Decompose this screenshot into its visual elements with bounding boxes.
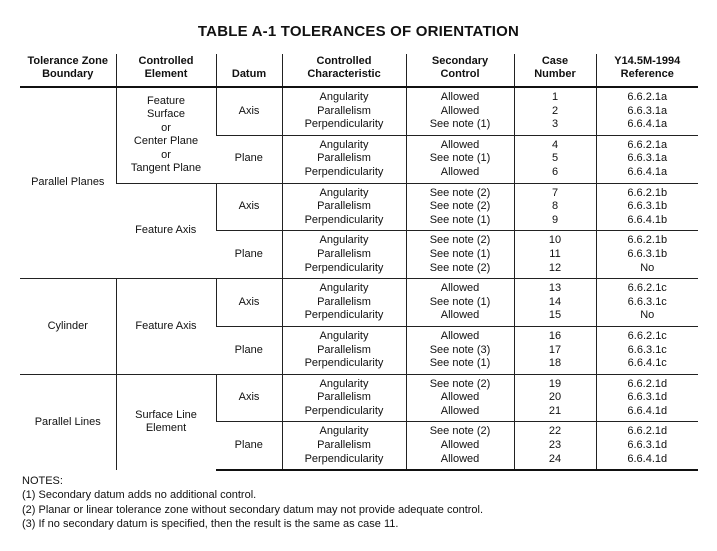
characteristic-cell-line: Perpendicularity [304, 213, 384, 226]
characteristic-cell-line: Perpendicularity [304, 118, 384, 131]
case-number-cell-line: 4 [551, 138, 559, 151]
notes-section [22, 474, 483, 532]
case-number-cell-line: 16 [548, 329, 562, 342]
element-cell [116, 374, 216, 470]
secondary-control-cell-line: Allowed [440, 91, 480, 103]
case-number-cell [514, 279, 596, 327]
characteristic-cell-line: Angularity [319, 425, 369, 438]
secondary-control-cell-line: See note (1) [429, 247, 491, 260]
secondary-control-cell [406, 374, 514, 422]
characteristic-cell [282, 87, 406, 135]
case-number-cell-line: 3 [551, 118, 559, 131]
characteristic-cell-line: Perpendicularity [304, 261, 384, 274]
secondary-control-cell [406, 183, 514, 231]
reference-cell-line: No [640, 261, 655, 274]
case-number-cell-line: 5 [551, 152, 559, 165]
secondary-control-cell-line: See note (3) [429, 343, 491, 356]
datum-cell: Axis [216, 87, 282, 135]
case-number-cell [514, 374, 596, 422]
case-number-cell-line: 18 [548, 357, 562, 370]
case-number-cell-line: 8 [551, 200, 559, 213]
reference-cell-line: 6.6.3.1a [627, 104, 668, 117]
case-number-cell-line: 24 [548, 452, 562, 465]
case-number-cell-line: 20 [548, 391, 562, 404]
case-number-cell [514, 87, 596, 135]
element-cell-line: or [161, 148, 171, 161]
characteristic-cell-line: Parallelism [317, 152, 371, 165]
secondary-control-cell-line: Allowed [440, 404, 480, 417]
characteristic-cell-line: Parallelism [317, 295, 371, 308]
case-number-cell-line: 1 [551, 91, 559, 103]
datum-cell: Axis [216, 183, 282, 231]
note-2: (2) Planar or linear tolerance zone without secondary datum may not provide adequate control. [22, 503, 484, 516]
reference-cell-line: 6.6.3.1c [627, 343, 667, 356]
reference-cell-line: 6.6.2.1b [627, 234, 668, 247]
case-number-cell-line: 10 [548, 234, 562, 247]
characteristic-cell-line: Perpendicularity [304, 452, 384, 465]
reference-cell-line: 6.6.4.1a [627, 118, 668, 131]
secondary-control-cell-line: See note (1) [429, 118, 491, 131]
table-row [20, 183, 698, 231]
col-header-boundary: Tolerance Zone Boundary [20, 54, 116, 87]
reference-cell-line: 6.6.4.1a [627, 165, 668, 178]
element-cell-line: Element [145, 422, 187, 435]
element-cell-line: Feature [147, 94, 185, 107]
reference-cell [596, 279, 698, 327]
secondary-control-cell-line: Allowed [440, 104, 480, 117]
col-header-element: Controlled Element [116, 54, 216, 87]
secondary-control-cell-line: Allowed [440, 309, 480, 322]
reference-cell-line: 6.6.4.1d [627, 404, 668, 417]
secondary-control-cell-line: See note (2) [429, 261, 491, 274]
case-number-cell-line: 7 [551, 186, 559, 199]
case-number-cell-line: 21 [548, 404, 562, 417]
case-number-cell-line: 14 [548, 295, 562, 308]
reference-cell [596, 422, 698, 470]
secondary-control-cell-line: Allowed [440, 282, 480, 295]
reference-cell-line: 6.6.2.1a [627, 91, 668, 103]
secondary-control-cell-line: Allowed [440, 439, 480, 452]
element-cell [116, 183, 216, 279]
reference-cell-line: 6.6.2.1c [627, 329, 667, 342]
characteristic-cell-line: Angularity [319, 91, 369, 103]
orientation-tolerance-table [20, 54, 698, 471]
characteristic-cell-line: Perpendicularity [304, 404, 384, 417]
case-number-cell-line: 19 [548, 377, 562, 390]
characteristic-cell-line: Angularity [319, 186, 369, 199]
characteristic-cell-line: Angularity [319, 282, 369, 295]
case-number-cell-line: 13 [548, 282, 562, 295]
note-1: (1) Secondary datum adds no additional control. [22, 489, 257, 502]
secondary-control-cell-line: Allowed [440, 391, 480, 404]
reference-cell-line: 6.6.4.1b [627, 213, 668, 226]
case-number-cell [514, 422, 596, 470]
datum-cell: Axis [216, 279, 282, 327]
datum-cell: Plane [216, 231, 282, 279]
boundary-cell: Parallel Planes [20, 87, 116, 279]
datum-cell: Axis [216, 374, 282, 422]
col-header-case: Case Number [514, 54, 596, 87]
reference-cell-line: 6.6.3.1b [627, 247, 668, 260]
reference-cell [596, 87, 698, 135]
reference-cell-line: 6.6.3.1a [627, 152, 668, 165]
characteristic-cell-line: Angularity [319, 377, 369, 390]
secondary-control-cell [406, 279, 514, 327]
reference-cell-line: 6.6.4.1c [627, 357, 667, 370]
case-number-cell-line: 17 [548, 343, 562, 356]
characteristic-cell-line: Angularity [319, 138, 369, 151]
characteristic-cell-line: Parallelism [317, 104, 371, 117]
secondary-control-cell [406, 87, 514, 135]
element-cell-line: or [161, 121, 171, 134]
characteristic-cell [282, 326, 406, 374]
characteristic-cell [282, 279, 406, 327]
element-cell [116, 279, 216, 375]
reference-cell-line: No [640, 309, 655, 322]
col-header-reference: Y14.5M-1994 Reference [596, 54, 698, 87]
secondary-control-cell-line: See note (2) [429, 425, 491, 438]
characteristic-cell-line: Parallelism [317, 343, 371, 356]
reference-cell-line: 6.6.2.1d [627, 425, 668, 438]
secondary-control-cell-line: See note (2) [429, 234, 491, 247]
reference-cell [596, 135, 698, 183]
case-number-cell-line: 22 [548, 425, 562, 438]
reference-cell-line: 6.6.3.1d [627, 391, 668, 404]
element-cell-line: Surface [147, 108, 185, 121]
secondary-control-cell-line: Allowed [440, 165, 480, 178]
case-number-cell-line: 15 [548, 309, 562, 322]
element-cell [116, 87, 216, 183]
reference-cell-line: 6.6.2.1c [627, 282, 667, 295]
reference-cell-line: 6.6.3.1c [627, 295, 667, 308]
secondary-control-cell-line: Allowed [440, 452, 480, 465]
characteristic-cell-line: Parallelism [317, 439, 371, 452]
characteristic-cell-line: Perpendicularity [304, 309, 384, 322]
notes-heading: NOTES: [22, 475, 63, 487]
case-number-cell-line: 12 [548, 261, 562, 274]
col-header-datum: Datum [216, 54, 282, 87]
secondary-control-cell-line: See note (1) [429, 357, 491, 370]
case-number-cell [514, 231, 596, 279]
characteristic-cell-line: Parallelism [317, 200, 371, 213]
secondary-control-cell [406, 135, 514, 183]
secondary-control-cell-line: See note (2) [429, 200, 491, 213]
case-number-cell-line: 11 [549, 247, 561, 260]
reference-cell [596, 326, 698, 374]
table-row [20, 87, 698, 135]
table-row [20, 279, 698, 327]
characteristic-cell [282, 422, 406, 470]
characteristic-cell [282, 183, 406, 231]
characteristic-cell [282, 231, 406, 279]
reference-cell [596, 374, 698, 422]
secondary-control-cell [406, 326, 514, 374]
case-number-cell [514, 135, 596, 183]
reference-cell-line: 6.6.3.1d [627, 439, 668, 452]
reference-cell-line: 6.6.4.1d [627, 452, 668, 465]
note-3: (3) If no secondary datum is specified, then the result is the same as case 11. [22, 518, 399, 531]
case-number-cell-line: 23 [548, 439, 562, 452]
datum-cell: Plane [216, 422, 282, 470]
case-number-cell-line: 2 [551, 104, 559, 117]
element-cell-line: Surface Line [135, 408, 197, 421]
case-number-cell [514, 326, 596, 374]
col-header-characteristic: Controlled Characteristic [282, 54, 406, 87]
characteristic-cell-line: Parallelism [317, 247, 371, 260]
datum-cell: Plane [216, 135, 282, 183]
secondary-control-cell-line: See note (2) [429, 377, 491, 390]
element-cell-line: Feature Axis [135, 224, 197, 237]
secondary-control-cell [406, 231, 514, 279]
secondary-control-cell-line: Allowed [440, 138, 480, 151]
secondary-control-cell [406, 422, 514, 470]
secondary-control-cell-line: See note (1) [429, 152, 491, 165]
secondary-control-cell-line: Allowed [440, 329, 480, 342]
reference-cell-line: 6.6.2.1a [627, 138, 668, 151]
boundary-cell: Cylinder [20, 279, 116, 375]
boundary-cell: Parallel Lines [20, 374, 116, 470]
table-row [20, 374, 698, 422]
element-cell-line: Center Plane [133, 135, 199, 148]
col-header-secondary: Secondary Control [406, 54, 514, 87]
reference-cell [596, 183, 698, 231]
characteristic-cell-line: Perpendicularity [304, 357, 384, 370]
characteristic-cell-line: Parallelism [317, 391, 371, 404]
characteristic-cell-line: Angularity [319, 329, 369, 342]
case-number-cell-line: 6 [551, 165, 559, 178]
reference-cell-line: 6.6.2.1d [627, 377, 668, 390]
characteristic-cell [282, 135, 406, 183]
secondary-control-cell-line: See note (1) [429, 295, 491, 308]
element-cell-line: Feature Axis [135, 319, 197, 332]
characteristic-cell-line: Angularity [319, 234, 369, 247]
reference-cell [596, 231, 698, 279]
table-title: TABLE A-1 TOLERANCES OF ORIENTATION [197, 23, 520, 40]
reference-cell-line: 6.6.2.1b [627, 186, 668, 199]
reference-cell-line: 6.6.3.1b [627, 200, 668, 213]
case-number-cell-line: 9 [551, 213, 559, 226]
element-cell-line: Tangent Plane [130, 162, 202, 175]
secondary-control-cell-line: See note (1) [429, 213, 491, 226]
characteristic-cell-line: Perpendicularity [304, 165, 384, 178]
secondary-control-cell-line: See note (2) [429, 186, 491, 199]
case-number-cell [514, 183, 596, 231]
table-header-row [20, 54, 698, 87]
datum-cell: Plane [216, 326, 282, 374]
characteristic-cell [282, 374, 406, 422]
